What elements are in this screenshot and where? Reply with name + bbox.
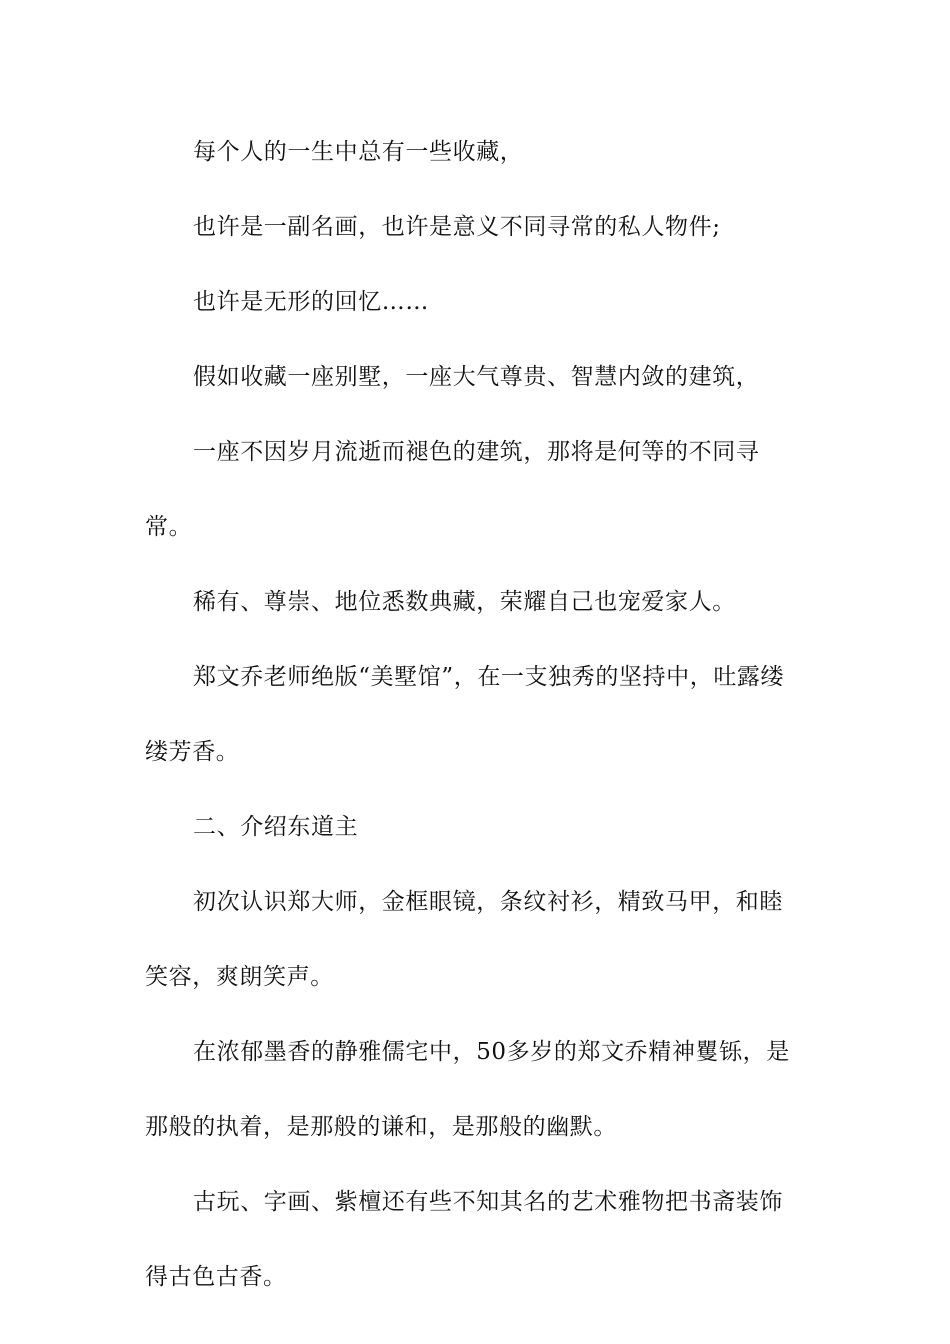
paragraph-timeless-building: 一座不因岁月流逝而褪色的建筑，那将是何等的不同寻常。 (145, 439, 760, 540)
paragraph-rare: 稀有、尊崇、地位悉数典藏，荣耀自己也宠爱家人。 (193, 589, 736, 615)
paragraph-meishuguan: 郑文乔老师绝版“美墅馆”，在一支独秀的坚持中，吐露缕缕芳香。 (145, 664, 785, 765)
paragraph-villa: 假如收藏一座别墅，一座大气尊贵、智慧内敛的建筑， (193, 364, 760, 390)
paragraph-first-meeting: 初次认识郑大师，金框眼镜，条纹衬衫，精致马甲，和睦笑容，爽朗笑声。 (145, 889, 783, 990)
paragraph-study-decor: 古玩、字画、紫檀还有些不知其名的艺术雅物把书斋装饰得古色古香。 (145, 1189, 783, 1290)
paragraph-memory: 也许是无形的回忆…… (193, 289, 429, 315)
section-heading-host: 二、介绍东道主 (193, 814, 359, 840)
paragraph-residence: 在浓郁墨香的静雅儒宅中，50多岁的郑文乔精神矍铄，是那般的执着，是那般的谦和，是那般的幽默。 (145, 1039, 790, 1140)
paragraph-painting: 也许是一副名画，也许是意义不同寻常的私人物件; (193, 214, 721, 240)
paragraph-collection-intro: 每个人的一生中总有一些收藏， (193, 139, 524, 165)
document-body (0, 115, 805, 1315)
